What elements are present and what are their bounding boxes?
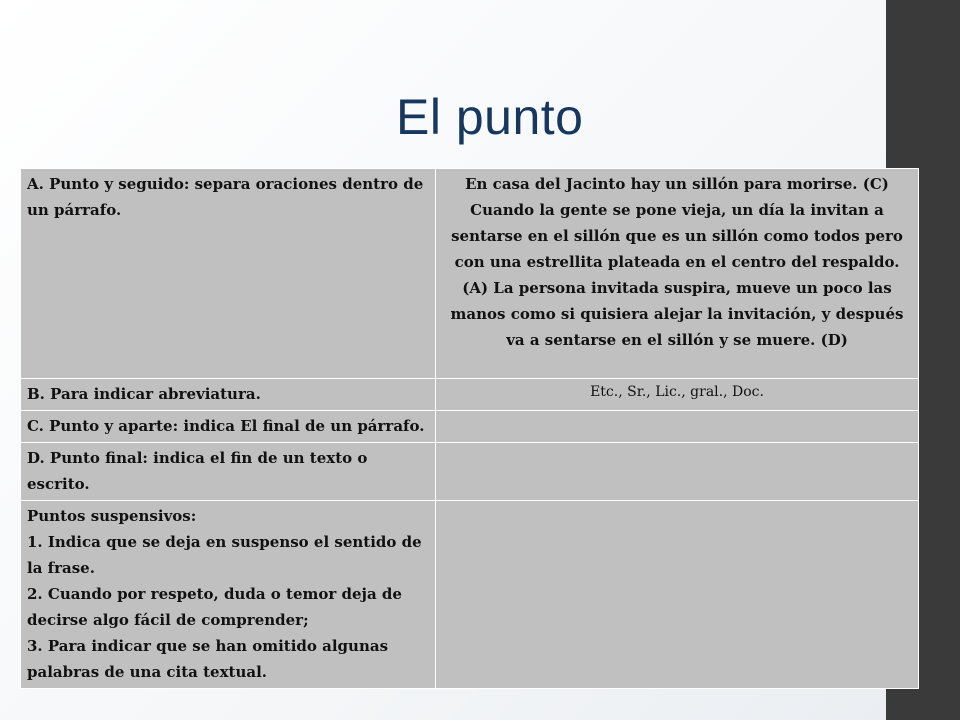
table-cell-example-empty — [436, 411, 919, 443]
table-cell-example: En casa del Jacinto hay un sillón para morirse. (C) Cuando la gente se pone vieja, un día la invitan a sentarse en el sillón que es un sillón como todos pero con una estrellita plateada en el centro del respaldo.(A) La persona invitada suspira, mueve un poco las manos como si quisiera alejar la invitación, y después va a sentarse en el sillón y se muere. (D) — [436, 169, 919, 379]
table-row — [21, 443, 919, 501]
table-cell-rule: B. Para indicar abreviatura. — [21, 379, 436, 411]
table-row — [21, 411, 919, 443]
table-cell-example-empty — [436, 501, 919, 689]
list-item: 3. Para indicar que se han omitido algunas palabras de una cita textual. — [27, 637, 389, 681]
table-cell-rule: D. Punto final: indica el fin de un texto o escrito. — [21, 443, 436, 501]
table — [20, 168, 919, 689]
table-cell-rule: C. Punto y aparte: indica El final de un párrafo. — [21, 411, 436, 443]
table-row — [21, 379, 919, 411]
punctuation-table — [20, 168, 918, 689]
table-cell-rule: A. Punto y seguido: separa oraciones dentro de un párrafo. — [21, 169, 436, 379]
list-heading: Puntos suspensivos: — [27, 507, 197, 525]
slide-title: El punto — [396, 89, 584, 145]
table-row — [21, 501, 919, 689]
list-item: 2. Cuando por respeto, duda o temor deja de decirse algo fácil de comprender; — [27, 585, 402, 629]
table-row — [21, 169, 919, 379]
table-cell-example: Etc., Sr., Lic., gral., Doc. — [436, 379, 919, 411]
table-cell-example-empty — [436, 443, 919, 501]
list-item: 1. Indica que se deja en suspenso el sentido de la frase. — [27, 533, 422, 577]
table-cell-rule-list — [21, 501, 436, 689]
